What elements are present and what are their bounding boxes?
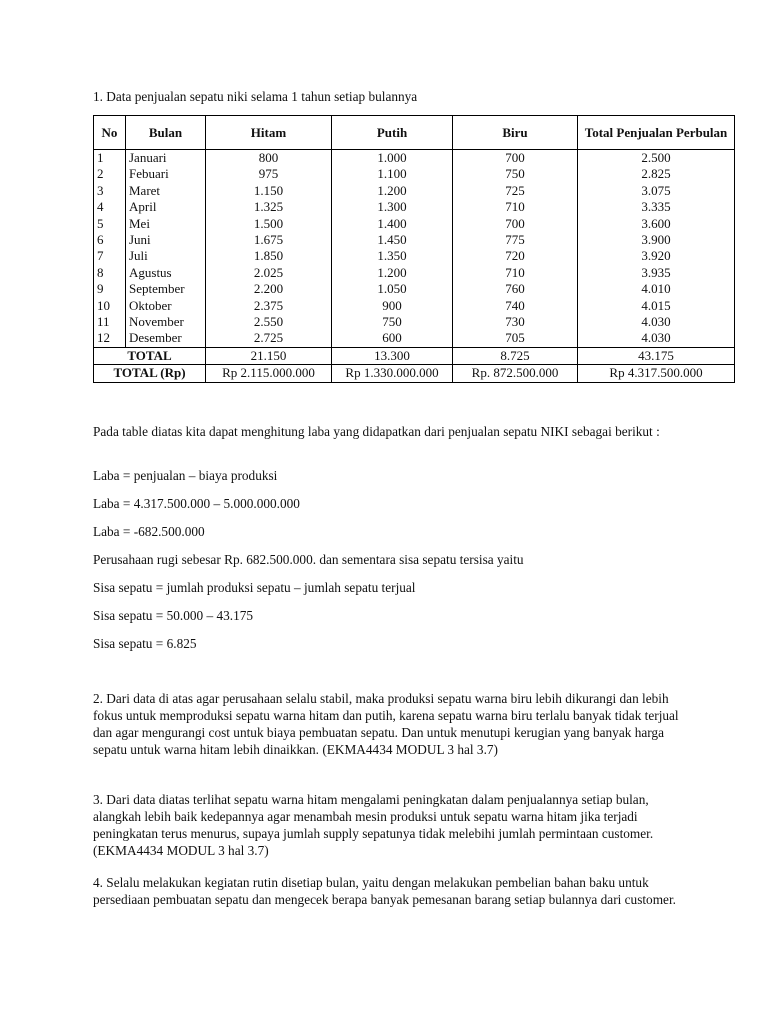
cell-putih: 900 — [332, 298, 453, 314]
cell-putih: 750 — [332, 314, 453, 330]
total-rp-row — [94, 365, 735, 382]
cell-biru: 700 — [453, 150, 578, 167]
total-rp-all: Rp 4.317.500.000 — [578, 365, 735, 382]
cell-biru: 710 — [453, 265, 578, 281]
cell-bulan: Januari — [126, 150, 206, 167]
cell-hitam: 1.675 — [206, 232, 332, 248]
cell-total: 2.500 — [578, 150, 735, 167]
cell-no: 4 — [94, 199, 126, 215]
table-row — [94, 298, 735, 314]
cell-total: 3.335 — [578, 199, 735, 215]
cell-biru: 720 — [453, 248, 578, 264]
cell-no: 11 — [94, 314, 126, 330]
cell-biru: 700 — [453, 216, 578, 232]
cell-no: 6 — [94, 232, 126, 248]
point-3-paragraph: 3. Dari data diatas terlihat sepatu warna hitam mengalami peningkatan dalam penjualannya setiap bulan, alangkah lebih baik kedepannya agar menambah mesin produksi untuk sepatu warna hitam jika terjadi peningkatan terus menurus, supaya jumlah supply sepatunya tidak melebihi jumlah permintaan customer. (EKMA4434 MODUL 3 hal 3.7) — [93, 792, 654, 858]
cell-putih: 600 — [332, 330, 453, 347]
table-row — [94, 265, 735, 281]
table-row — [94, 199, 735, 215]
header-hitam: Hitam — [206, 116, 332, 150]
cell-total: 3.935 — [578, 265, 735, 281]
cell-bulan: Oktober — [126, 298, 206, 314]
table-row — [94, 216, 735, 232]
cell-hitam: 2.375 — [206, 298, 332, 314]
cell-total: 4.010 — [578, 281, 735, 297]
header-biru: Biru — [453, 116, 578, 150]
cell-putih: 1.100 — [332, 166, 453, 182]
cell-putih: 1.450 — [332, 232, 453, 248]
cell-putih: 1.300 — [332, 199, 453, 215]
cell-hitam: 2.025 — [206, 265, 332, 281]
cell-total: 2.825 — [578, 166, 735, 182]
cell-biru: 725 — [453, 183, 578, 199]
cell-biru: 775 — [453, 232, 578, 248]
table-row — [94, 150, 735, 167]
cell-no: 12 — [94, 330, 126, 347]
cell-no: 1 — [94, 150, 126, 167]
cell-total: 3.075 — [578, 183, 735, 199]
cell-putih: 1.350 — [332, 248, 453, 264]
point-2-paragraph: 2. Dari data di atas agar perusahaan selalu stabil, maka produksi sepatu warna biru lebih dikurangi dan lebih fokus untuk memproduksi sepatu warna hitam dan putih, karena sepatu warna biru terlalu banyak tidak terjual dan agar mengurangi cost untuk biaya pembuatan sepatu. Dan untuk menutupi kerugian yang banyak harga sepatu untuk warna hitam lebih dinaikkan. (EKMA4434 MODUL 3 hal 3.7) — [93, 691, 679, 757]
calc-sisa-formula: Sisa sepatu = jumlah produksi sepatu – jumlah sepatu terjual — [93, 580, 416, 595]
total-putih: 13.300 — [332, 347, 453, 364]
cell-putih: 1.050 — [332, 281, 453, 297]
cell-no: 9 — [94, 281, 126, 297]
cell-total: 3.900 — [578, 232, 735, 248]
cell-bulan: Maret — [126, 183, 206, 199]
total-rp-hitam: Rp 2.115.000.000 — [206, 365, 332, 382]
cell-total: 3.920 — [578, 248, 735, 264]
cell-bulan: April — [126, 199, 206, 215]
total-row — [94, 347, 735, 364]
header-no: No — [94, 116, 126, 150]
cell-hitam: 1.850 — [206, 248, 332, 264]
cell-total: 4.030 — [578, 314, 735, 330]
cell-hitam: 975 — [206, 166, 332, 182]
total-hitam: 21.150 — [206, 347, 332, 364]
cell-no: 3 — [94, 183, 126, 199]
header-putih: Putih — [332, 116, 453, 150]
cell-biru: 710 — [453, 199, 578, 215]
total-rp-biru: Rp. 872.500.000 — [453, 365, 578, 382]
cell-hitam: 800 — [206, 150, 332, 167]
section-heading: 1. Data penjualan sepatu niki selama 1 tahun setiap bulannya — [93, 89, 418, 104]
calc-sisa-values: Sisa sepatu = 50.000 – 43.175 — [93, 608, 254, 623]
intro-paragraph: Pada table diatas kita dapat menghitung laba yang didapatkan dari penjualan sepatu NIKI sebagai berikut : — [93, 424, 660, 439]
cell-putih: 1.000 — [332, 150, 453, 167]
table-row — [94, 166, 735, 182]
calc-sisa-result: Sisa sepatu = 6.825 — [93, 636, 197, 651]
cell-bulan: Agustus — [126, 265, 206, 281]
total-label: TOTAL — [94, 347, 206, 364]
point-4-paragraph: 4. Selalu melakukan kegiatan rutin disetiap bulan, yaitu dengan melakukan pembelian bahan baku untuk persediaan pembuatan sepatu dan mengecek berapa banyak pemesanan barang setiap bulannya dari customer. — [93, 875, 676, 907]
cell-no: 5 — [94, 216, 126, 232]
cell-bulan: Juli — [126, 248, 206, 264]
calc-laba-values: Laba = 4.317.500.000 – 5.000.000.000 — [93, 496, 300, 511]
total-rp-label: TOTAL (Rp) — [94, 365, 206, 382]
cell-biru: 760 — [453, 281, 578, 297]
cell-bulan: September — [126, 281, 206, 297]
loss-statement: Perusahaan rugi sebesar Rp. 682.500.000. dan sementara sisa sepatu tersisa yaitu — [93, 552, 524, 567]
cell-bulan: Juni — [126, 232, 206, 248]
cell-hitam: 2.725 — [206, 330, 332, 347]
table-row — [94, 330, 735, 347]
cell-putih: 1.200 — [332, 265, 453, 281]
cell-bulan: Febuari — [126, 166, 206, 182]
cell-total: 4.015 — [578, 298, 735, 314]
cell-bulan: Desember — [126, 330, 206, 347]
cell-hitam: 1.500 — [206, 216, 332, 232]
cell-no: 2 — [94, 166, 126, 182]
cell-hitam: 1.325 — [206, 199, 332, 215]
calc-laba-result: Laba = -682.500.000 — [93, 524, 205, 539]
cell-bulan: November — [126, 314, 206, 330]
cell-putih: 1.200 — [332, 183, 453, 199]
table-row — [94, 183, 735, 199]
cell-putih: 1.400 — [332, 216, 453, 232]
cell-biru: 730 — [453, 314, 578, 330]
cell-total: 3.600 — [578, 216, 735, 232]
total-all: 43.175 — [578, 347, 735, 364]
cell-hitam: 2.550 — [206, 314, 332, 330]
cell-no: 10 — [94, 298, 126, 314]
total-biru: 8.725 — [453, 347, 578, 364]
table-row — [94, 281, 735, 297]
table-row — [94, 314, 735, 330]
sales-table — [93, 115, 735, 383]
table-row — [94, 248, 735, 264]
cell-no: 8 — [94, 265, 126, 281]
total-rp-putih: Rp 1.330.000.000 — [332, 365, 453, 382]
cell-no: 7 — [94, 248, 126, 264]
table-body — [94, 150, 735, 348]
calc-laba-formula: Laba = penjualan – biaya produksi — [93, 468, 278, 483]
cell-total: 4.030 — [578, 330, 735, 347]
cell-bulan: Mei — [126, 216, 206, 232]
table-header-row — [94, 116, 735, 150]
cell-biru: 750 — [453, 166, 578, 182]
cell-hitam: 2.200 — [206, 281, 332, 297]
header-bulan: Bulan — [126, 116, 206, 150]
cell-hitam: 1.150 — [206, 183, 332, 199]
cell-biru: 705 — [453, 330, 578, 347]
table-row — [94, 232, 735, 248]
header-total-perbulan: Total Penjualan Perbulan — [578, 116, 735, 150]
cell-biru: 740 — [453, 298, 578, 314]
